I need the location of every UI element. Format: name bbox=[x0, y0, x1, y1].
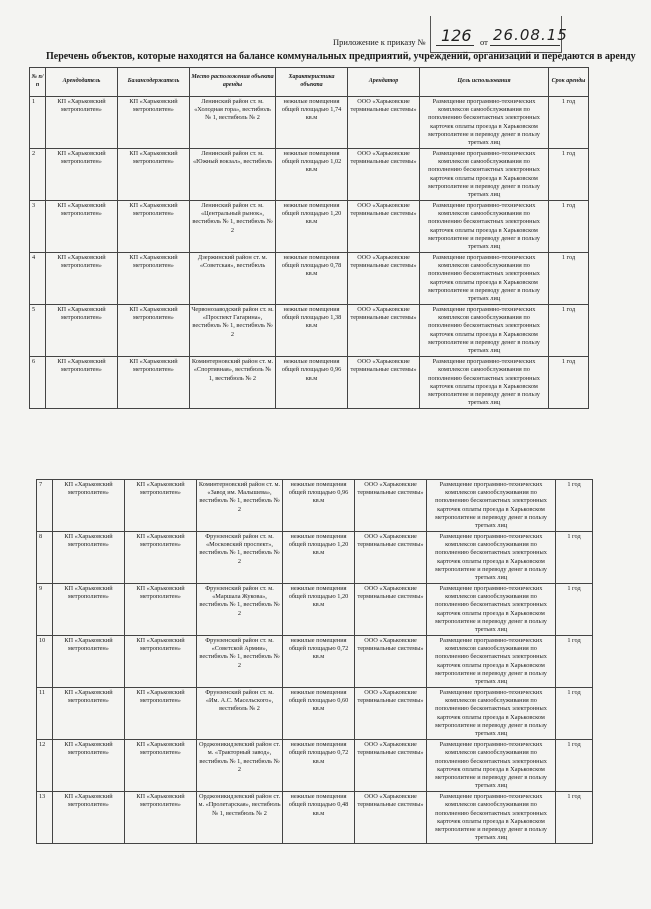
object-feature-cell: нежилые помещения общей площадью 1,20 кв.м bbox=[283, 584, 355, 636]
lessor-cell: КП «Харьковский метрополитен» bbox=[53, 792, 125, 844]
row-number: 12 bbox=[37, 740, 53, 792]
row-number: 13 bbox=[37, 792, 53, 844]
balance-holder-cell: КП «Харьковский метрополитен» bbox=[125, 688, 197, 740]
location-cell: Ленинский район ст. м. «Холодная гора», вестибюль № 1, вестибюль № 2 bbox=[190, 97, 276, 149]
tenant-cell: ООО «Харьковские терминальные системы» bbox=[348, 201, 420, 253]
from-label: от bbox=[480, 37, 488, 47]
appendix-header bbox=[333, 26, 633, 52]
lessor-cell: КП «Харьковский метрополитен» bbox=[53, 532, 125, 584]
table-row bbox=[30, 305, 589, 357]
col-header: Арендодатель bbox=[46, 68, 118, 97]
row-number: 7 bbox=[37, 480, 53, 532]
order-date-underline bbox=[490, 45, 560, 46]
balance-holder-cell: КП «Харьковский метрополитен» bbox=[125, 480, 197, 532]
lessor-cell: КП «Харьковский метрополитен» bbox=[46, 253, 118, 305]
location-cell: Коминтерновский район ст. м. «Спортивная», вестибюль № 1, вестибюль № 2 bbox=[190, 357, 276, 409]
table-row bbox=[37, 480, 593, 532]
lease-term-cell: 1 год bbox=[556, 636, 593, 688]
tenant-cell: ООО «Харьковские терминальные системы» bbox=[355, 636, 427, 688]
location-cell: Фрунзенский район ст. м. «Им. А.С. Масельского», вестибюль № 2 bbox=[197, 688, 283, 740]
lease-term-cell: 1 год bbox=[549, 97, 589, 149]
purpose-cell: Размещение программно-технических комплексов самообслуживания по пополнению бесконтактных электронных карточек оплаты проезда в Харьковском метрополитене и переводу денег в пользу третьих лиц bbox=[420, 357, 549, 409]
row-number: 1 bbox=[30, 97, 46, 149]
lessor-cell: КП «Харьковский метрополитен» bbox=[46, 201, 118, 253]
location-cell: Фрунзенский район ст. м. «Московский проспект», вестибюль № 1, вестибюль № 2 bbox=[197, 532, 283, 584]
lease-term-cell: 1 год bbox=[556, 740, 593, 792]
row-number: 11 bbox=[37, 688, 53, 740]
table-row bbox=[30, 149, 589, 201]
col-header: Арендатор bbox=[348, 68, 420, 97]
purpose-cell: Размещение программно-технических комплексов самообслуживания по пополнению бесконтактных электронных карточек оплаты проезда в Харьковском метрополитене и переводу денег в пользу третьих лиц bbox=[420, 149, 549, 201]
row-number: 4 bbox=[30, 253, 46, 305]
balance-holder-cell: КП «Харьковский метрополитен» bbox=[125, 636, 197, 688]
balance-holder-cell: КП «Харьковский метрополитен» bbox=[118, 97, 190, 149]
location-cell: Ленинский район ст. м. «Центральный рынок», вестибюль № 1, вестибюль № 2 bbox=[190, 201, 276, 253]
table-row bbox=[37, 688, 593, 740]
purpose-cell: Размещение программно-технических комплексов самообслуживания по пополнению бесконтактных электронных карточек оплаты проезда в Харьковском метрополитене и переводу денег в пользу третьих лиц bbox=[420, 305, 549, 357]
tenant-cell: ООО «Харьковские терминальные системы» bbox=[355, 740, 427, 792]
lease-term-cell: 1 год bbox=[556, 532, 593, 584]
row-number: 8 bbox=[37, 532, 53, 584]
balance-holder-cell: КП «Харьковский метрополитен» bbox=[118, 201, 190, 253]
purpose-cell: Размещение программно-технических комплексов самообслуживания по пополнению бесконтактных электронных карточек оплаты проезда в Харьковском метрополитене и переводу денег в пользу третьих лиц bbox=[427, 532, 556, 584]
order-number: 126 bbox=[441, 26, 472, 45]
col-header: Цель использования bbox=[420, 68, 549, 97]
lessor-cell: КП «Харьковский метрополитен» bbox=[46, 149, 118, 201]
object-feature-cell: нежилые помещения общей площадью 1,20 кв.м bbox=[276, 201, 348, 253]
lease-term-cell: 1 год bbox=[549, 201, 589, 253]
purpose-cell: Размещение программно-технических комплексов самообслуживания по пополнению бесконтактных электронных карточек оплаты проезда в Харьковском метрополитене и переводу денег в пользу третьих лиц bbox=[420, 201, 549, 253]
row-number: 5 bbox=[30, 305, 46, 357]
object-feature-cell: нежилые помещения общей площадью 1,74 кв.м bbox=[276, 97, 348, 149]
lessor-cell: КП «Харьковский метрополитен» bbox=[53, 740, 125, 792]
purpose-cell: Размещение программно-технических комплексов самообслуживания по пополнению бесконтактных электронных карточек оплаты проезда в Харьковском метрополитене и переводу денег в пользу третьих лиц bbox=[427, 740, 556, 792]
table-row bbox=[37, 636, 593, 688]
tenant-cell: ООО «Харьковские терминальные системы» bbox=[348, 149, 420, 201]
balance-holder-cell: КП «Харьковский метрополитен» bbox=[125, 792, 197, 844]
table-row bbox=[30, 357, 589, 409]
table-row bbox=[37, 740, 593, 792]
tenant-cell: ООО «Харьковские терминальные системы» bbox=[355, 532, 427, 584]
lessor-cell: КП «Харьковский метрополитен» bbox=[46, 357, 118, 409]
row-number: 6 bbox=[30, 357, 46, 409]
row-number: 3 bbox=[30, 201, 46, 253]
tenant-cell: ООО «Харьковские терминальные системы» bbox=[348, 253, 420, 305]
balance-holder-cell: КП «Харьковский метрополитен» bbox=[125, 532, 197, 584]
purpose-cell: Размещение программно-технических комплексов самообслуживания по пополнению бесконтактных электронных карточек оплаты проезда в Харьковском метрополитене и переводу денег в пользу третьих лиц bbox=[420, 97, 549, 149]
object-feature-cell: нежилые помещения общей площадью 0,60 кв.м bbox=[283, 688, 355, 740]
location-cell: Червонозаводский район ст. м. «Проспект Гагарина», вестибюль № 1, вестибюль № 2 bbox=[190, 305, 276, 357]
object-feature-cell: нежилые помещения общей площадью 1,38 кв.м bbox=[276, 305, 348, 357]
balance-holder-cell: КП «Харьковский метрополитен» bbox=[118, 305, 190, 357]
purpose-cell: Размещение программно-технических комплексов самообслуживания по пополнению бесконтактных электронных карточек оплаты проезда в Харьковском метрополитене и переводу денег в пользу третьих лиц bbox=[427, 636, 556, 688]
col-header: Срок аренды bbox=[549, 68, 589, 97]
balance-holder-cell: КП «Харьковский метрополитен» bbox=[118, 149, 190, 201]
purpose-cell: Размещение программно-технических комплексов самообслуживания по пополнению бесконтактных электронных карточек оплаты проезда в Харьковском метрополитене и переводу денег в пользу третьих лиц bbox=[427, 584, 556, 636]
balance-holder-cell: КП «Харьковский метрополитен» bbox=[125, 740, 197, 792]
objects-table-part-2 bbox=[36, 479, 593, 844]
location-cell: Ленинский район ст. м. «Южный вокзал», вестибюль bbox=[190, 149, 276, 201]
table-header-row bbox=[30, 68, 589, 97]
location-cell: Дзержинский район ст. м. «Советская», вестибюль bbox=[190, 253, 276, 305]
lease-term-cell: 1 год bbox=[556, 584, 593, 636]
location-cell: Орджоникидзевский район ст. м. «Пролетарская», вестибюль № 1, вестибюль № 2 bbox=[197, 792, 283, 844]
tenant-cell: ООО «Харьковские терминальные системы» bbox=[348, 305, 420, 357]
col-header: Характеристика объекта bbox=[276, 68, 348, 97]
lessor-cell: КП «Харьковский метрополитен» bbox=[46, 97, 118, 149]
table-row bbox=[30, 97, 589, 149]
document-title: Перечень объектов, которые находятся на балансе коммунальных предприятий, учреждений, организаций и передаются в аренду bbox=[46, 51, 636, 62]
lease-term-cell: 1 год bbox=[549, 305, 589, 357]
lease-term-cell: 1 год bbox=[549, 253, 589, 305]
purpose-cell: Размещение программно-технических комплексов самообслуживания по пополнению бесконтактных электронных карточек оплаты проезда в Харьковском метрополитене и переводу денег в пользу третьих лиц bbox=[427, 480, 556, 532]
balance-holder-cell: КП «Харьковский метрополитен» bbox=[118, 357, 190, 409]
balance-holder-cell: КП «Харьковский метрополитен» bbox=[118, 253, 190, 305]
tenant-cell: ООО «Харьковские терминальные системы» bbox=[355, 688, 427, 740]
table-row bbox=[37, 532, 593, 584]
balance-holder-cell: КП «Харьковский метрополитен» bbox=[125, 584, 197, 636]
lease-term-cell: 1 год bbox=[549, 149, 589, 201]
lease-term-cell: 1 год bbox=[556, 792, 593, 844]
purpose-cell: Размещение программно-технических комплексов самообслуживания по пополнению бесконтактных электронных карточек оплаты проезда в Харьковском метрополитене и переводу денег в пользу третьих лиц bbox=[420, 253, 549, 305]
object-feature-cell: нежилые помещения общей площадью 0,96 кв.м bbox=[276, 357, 348, 409]
lease-term-cell: 1 год bbox=[549, 357, 589, 409]
lessor-cell: КП «Харьковский метрополитен» bbox=[46, 305, 118, 357]
row-number: 9 bbox=[37, 584, 53, 636]
purpose-cell: Размещение программно-технических комплексов самообслуживания по пополнению бесконтактных электронных карточек оплаты проезда в Харьковском метрополитене и переводу денег в пользу третьих лиц bbox=[427, 792, 556, 844]
tenant-cell: ООО «Харьковские терминальные системы» bbox=[348, 97, 420, 149]
col-header: Балансодержатель bbox=[118, 68, 190, 97]
row-number: 10 bbox=[37, 636, 53, 688]
row-number: 2 bbox=[30, 149, 46, 201]
object-feature-cell: нежилые помещения общей площадью 0,72 кв.м bbox=[283, 636, 355, 688]
lease-term-cell: 1 год bbox=[556, 480, 593, 532]
object-feature-cell: нежилые помещения общей площадью 0,96 кв.м bbox=[283, 480, 355, 532]
lessor-cell: КП «Харьковский метрополитен» bbox=[53, 636, 125, 688]
object-feature-cell: нежилые помещения общей площадью 0,72 кв.м bbox=[283, 740, 355, 792]
appendix-label: Приложение к приказу № bbox=[333, 37, 426, 47]
tenant-cell: ООО «Харьковские терминальные системы» bbox=[355, 584, 427, 636]
tenant-cell: ООО «Харьковские терминальные системы» bbox=[355, 792, 427, 844]
order-date: 26.08.15 bbox=[493, 26, 568, 44]
col-header: № п/п bbox=[30, 68, 46, 97]
table-row bbox=[37, 792, 593, 844]
table-row bbox=[37, 584, 593, 636]
location-cell: Коминтерновский район ст. м. «Завод им. Малышева», вестибюль № 1, вестибюль № 2 bbox=[197, 480, 283, 532]
object-feature-cell: нежилые помещения общей площадью 0,48 кв.м bbox=[283, 792, 355, 844]
objects-table-part-1 bbox=[29, 67, 589, 409]
object-feature-cell: нежилые помещения общей площадью 0,78 кв.м bbox=[276, 253, 348, 305]
location-cell: Орджоникидзевский район ст. м. «Тракторный завод», вестибюль № 1, вестибюль № 2 bbox=[197, 740, 283, 792]
lessor-cell: КП «Харьковский метрополитен» bbox=[53, 480, 125, 532]
object-feature-cell: нежилые помещения общей площадью 1,02 кв.м bbox=[276, 149, 348, 201]
lease-term-cell: 1 год bbox=[556, 688, 593, 740]
tenant-cell: ООО «Харьковские терминальные системы» bbox=[348, 357, 420, 409]
location-cell: Фрунзенский район ст. м. «Советской Армии», вестибюль № 1, вестибюль № 2 bbox=[197, 636, 283, 688]
purpose-cell: Размещение программно-технических комплексов самообслуживания по пополнению бесконтактных электронных карточек оплаты проезда в Харьковском метрополитене и переводу денег в пользу третьих лиц bbox=[427, 688, 556, 740]
object-feature-cell: нежилые помещения общей площадью 1,20 кв.м bbox=[283, 532, 355, 584]
lessor-cell: КП «Харьковский метрополитен» bbox=[53, 688, 125, 740]
table-row bbox=[30, 253, 589, 305]
order-number-underline bbox=[436, 45, 474, 46]
location-cell: Фрунзенский район ст. м. «Маршала Жукова», вестибюль № 1, вестибюль № 2 bbox=[197, 584, 283, 636]
table-row bbox=[30, 201, 589, 253]
tenant-cell: ООО «Харьковские терминальные системы» bbox=[355, 480, 427, 532]
lessor-cell: КП «Харьковский метрополитен» bbox=[53, 584, 125, 636]
col-header: Место расположения объекта аренды bbox=[190, 68, 276, 97]
